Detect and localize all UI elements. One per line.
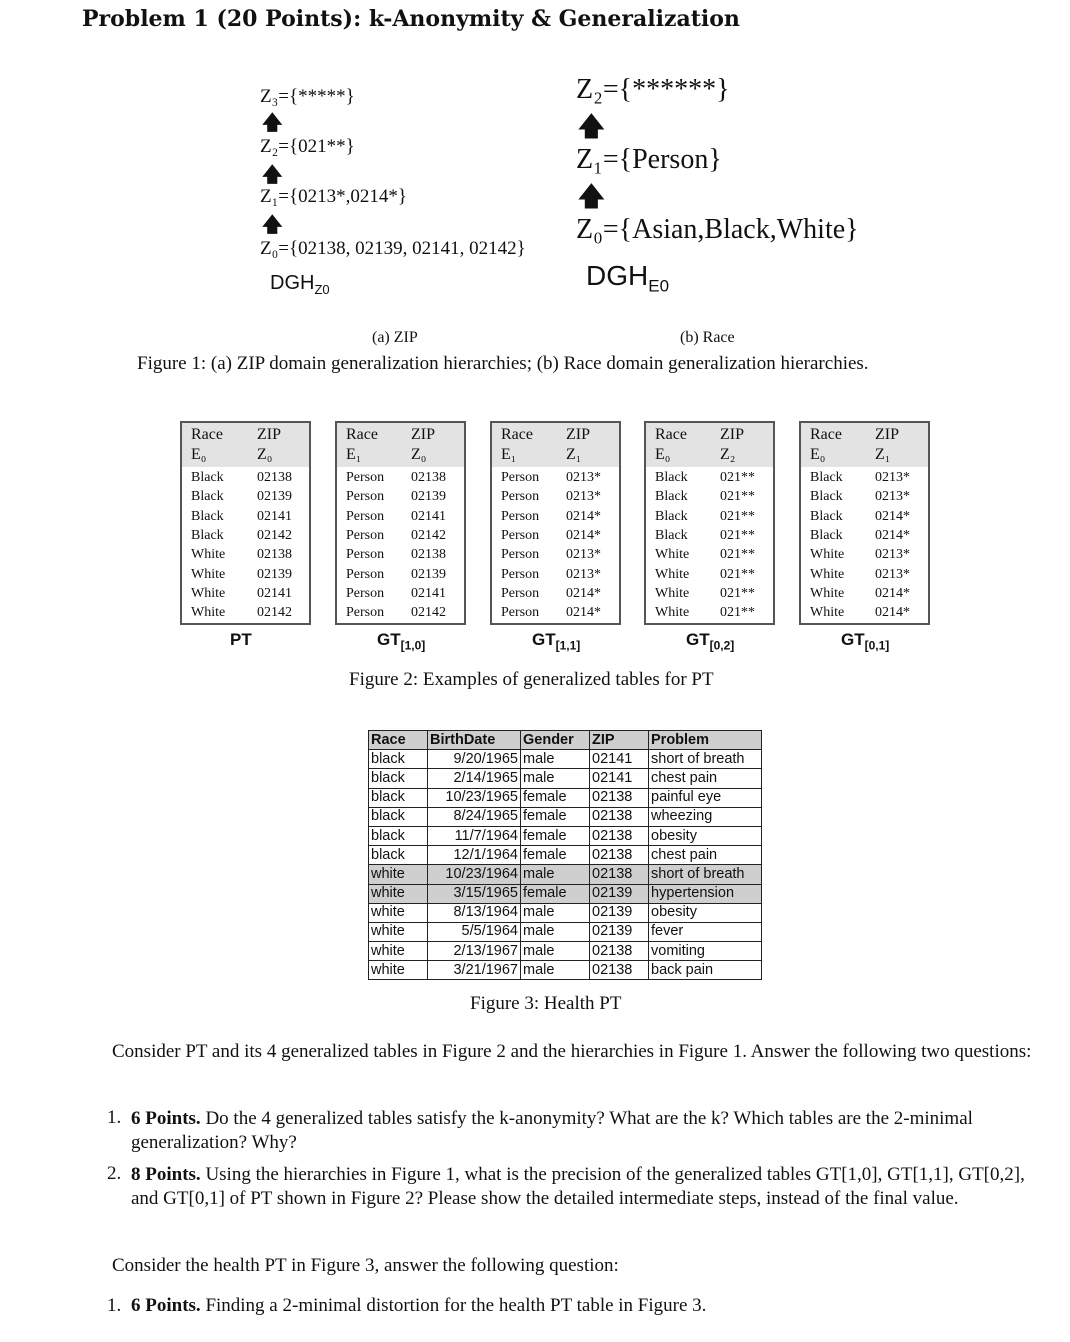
table-cell: 10/23/1964: [428, 865, 521, 884]
table-cell-zip: 02139: [411, 566, 446, 582]
dgh-zip-label: $DGH_{Z0}$: [270, 272, 330, 297]
table-cell: male: [521, 961, 590, 980]
col-domain-zip: Z₂: [720, 446, 736, 463]
table-cell-race: White: [655, 585, 690, 601]
table-cell: 12/1/1964: [428, 846, 521, 865]
table-cell-race: Person: [346, 585, 385, 601]
table-cell-zip: 02142: [257, 527, 292, 543]
health-table: [368, 730, 762, 980]
table-cell: 02138: [590, 846, 649, 865]
table-cell-zip: 021**: [720, 527, 755, 543]
col-domain-race: E₁: [346, 446, 362, 463]
table-cell-zip: 0213*: [875, 547, 910, 563]
table-cell: 02138: [590, 865, 649, 884]
table-cell-race: White: [655, 547, 690, 563]
problem-title: Problem 1 (20 Points): k-Anonymity & Generalization: [82, 6, 740, 32]
gt-table: [335, 421, 466, 625]
gt-table: [799, 421, 930, 625]
table-cell-zip: 02139: [257, 489, 292, 505]
zip-z3: Z₃={*****}: [260, 86, 355, 107]
health-col-header: Problem: [649, 731, 762, 750]
col-domain-zip: Z₁: [566, 446, 582, 463]
table-cell-zip: 021**: [720, 547, 755, 563]
table-cell-zip: 0213*: [875, 489, 910, 505]
table-cell-race: Person: [346, 605, 385, 621]
gt-table-label: $GT_{[1,0]}$: [377, 630, 426, 653]
table-cell-zip: 0213*: [875, 566, 910, 582]
col-header-zip: ZIP: [411, 426, 435, 443]
table-cell-race: White: [810, 547, 845, 563]
table-cell-race: White: [810, 605, 845, 621]
table-cell: 02138: [590, 807, 649, 826]
table-cell: wheezing: [649, 807, 762, 826]
table-cell-zip: 021**: [720, 585, 755, 601]
table-cell-zip: 0214*: [875, 605, 910, 621]
q1-number: 1.: [107, 1107, 122, 1128]
table-cell-zip: 0214*: [566, 605, 601, 621]
table-row: [369, 788, 762, 807]
table-cell: male: [521, 942, 590, 961]
table-cell-zip: 02141: [411, 585, 446, 601]
fig3-caption: Figure 3: Health PT: [470, 993, 622, 1014]
q3-number: 1.: [107, 1295, 122, 1316]
table-cell: female: [521, 884, 590, 903]
table-cell-race: White: [655, 566, 690, 582]
table-cell-race: Black: [655, 470, 688, 485]
table-cell: 02139: [590, 884, 649, 903]
table-cell-race: Person: [501, 527, 540, 543]
zip-z0: Z₀={02138, 02139, 02141, 02142}: [260, 238, 526, 259]
table-cell: 02138: [590, 826, 649, 845]
table-cell-zip: 02138: [411, 470, 446, 485]
table-cell-race: Person: [501, 585, 540, 601]
fig1-subcaption-a: (a) ZIP: [372, 329, 418, 346]
up-arrow-icon: 🡅: [578, 182, 605, 212]
table-cell: 10/23/1965: [428, 788, 521, 807]
table-cell: male: [521, 769, 590, 788]
col-header-zip: ZIP: [257, 426, 281, 443]
gt-table-label: $GT_{[1,1]}$: [532, 630, 581, 653]
table-row: [369, 884, 762, 903]
table-cell: painful eye: [649, 788, 762, 807]
col-domain-zip: Z₀: [257, 446, 273, 463]
table-cell-zip: 0213*: [566, 566, 601, 582]
table-cell-race: Person: [346, 470, 385, 485]
table-cell: white: [369, 865, 428, 884]
col-domain-race: E₀: [655, 446, 671, 463]
table-cell-zip: 0213*: [875, 470, 910, 485]
table-cell: 02138: [590, 961, 649, 980]
table-cell: obesity: [649, 826, 762, 845]
table-cell: 02141: [590, 769, 649, 788]
table-cell-zip: 02142: [411, 527, 446, 543]
health-intro: Consider the health PT in Figure 3, answer the following question:: [112, 1255, 619, 1276]
table-cell: 8/13/1964: [428, 903, 521, 922]
table-cell: 9/20/1965: [428, 750, 521, 769]
table-cell-race: Person: [346, 547, 385, 563]
col-header-race: Race: [655, 426, 687, 443]
table-cell-race: Person: [501, 547, 540, 563]
table-cell-zip: 021**: [720, 470, 755, 485]
intro-paragraph: Consider PT and its 4 generalized tables in Figure 2 and the hierarchies in Figure 1. Answer the following two questions:: [112, 1041, 1032, 1062]
table-cell: 02138: [590, 788, 649, 807]
gt-table-label: PT: [230, 630, 252, 649]
col-domain-race: E₀: [810, 446, 826, 463]
table-cell: 2/13/1967: [428, 942, 521, 961]
q2-text: 8 Points. Using the hierarchies in Figure 1, what is the precision of the generalized tables GT[1,0], GT[1,1], GT[0,2], and GT[0,1] of PT shown in Figure 2? Please show the detailed intermediate steps, instead of the final value.: [131, 1164, 1025, 1209]
table-cell-zip: 0214*: [875, 585, 910, 601]
table-cell-zip: 0214*: [566, 508, 601, 524]
table-cell-zip: 0214*: [875, 508, 910, 524]
table-cell-race: Person: [501, 508, 540, 524]
table-cell-race: Black: [191, 470, 224, 485]
table-cell: black: [369, 769, 428, 788]
col-header-race: Race: [501, 426, 533, 443]
gt-table-label: $GT_{[0,1]}$: [841, 630, 890, 653]
table-row: [369, 807, 762, 826]
table-cell: short of breath: [649, 865, 762, 884]
col-domain-race: E₁: [501, 446, 517, 463]
col-domain-zip: Z₁: [875, 446, 891, 463]
table-cell-zip: 02138: [411, 547, 446, 563]
table-cell: white: [369, 884, 428, 903]
table-cell: hypertension: [649, 884, 762, 903]
table-cell: white: [369, 942, 428, 961]
table-cell-race: White: [191, 547, 226, 563]
table-cell-race: Black: [810, 470, 843, 485]
table-row: [369, 942, 762, 961]
table-cell-race: Black: [655, 489, 688, 505]
table-cell: chest pain: [649, 769, 762, 788]
dgh-race-label: $DGH_{E0}$: [586, 260, 670, 296]
table-cell-zip: 021**: [720, 566, 755, 582]
table-cell-zip: 0213*: [566, 489, 601, 505]
table-cell-zip: 02138: [257, 547, 292, 563]
fig1-subcaption-b: (b) Race: [680, 329, 735, 346]
col-header-zip: ZIP: [875, 426, 899, 443]
table-cell: female: [521, 846, 590, 865]
q3-text: 6 Points. Finding a 2-minimal distortion for the health PT table in Figure 3.: [131, 1295, 707, 1316]
table-cell: 3/15/1965: [428, 884, 521, 903]
gt-table: [644, 421, 775, 625]
table-cell: black: [369, 826, 428, 845]
table-cell: black: [369, 846, 428, 865]
race-z0: Z₀={Asian,Black,White}: [576, 214, 859, 245]
table-cell: 11/7/1964: [428, 826, 521, 845]
table-cell: 5/5/1964: [428, 922, 521, 941]
table-cell-race: White: [191, 566, 226, 582]
table-cell-race: White: [810, 566, 845, 582]
table-cell: 02139: [590, 922, 649, 941]
table-cell-zip: 0214*: [875, 527, 910, 543]
table-cell-zip: 0213*: [566, 470, 601, 485]
table-row: [369, 922, 762, 941]
table-cell: male: [521, 750, 590, 769]
table-cell-race: Black: [191, 508, 224, 524]
table-cell-zip: 02141: [257, 508, 292, 524]
table-cell: female: [521, 807, 590, 826]
table-cell: 3/21/1967: [428, 961, 521, 980]
table-cell-zip: 02142: [411, 605, 446, 621]
health-col-header: Gender: [521, 731, 590, 750]
q2-number: 2.: [107, 1163, 122, 1184]
table-cell: white: [369, 903, 428, 922]
table-cell-zip: 02142: [257, 605, 292, 621]
table-cell-zip: 02139: [257, 566, 292, 582]
table-cell-race: Black: [191, 527, 224, 543]
table-cell-race: Person: [501, 470, 540, 485]
table-cell: black: [369, 750, 428, 769]
table-cell-race: White: [810, 585, 845, 601]
up-arrow-icon: 🡅: [262, 110, 283, 134]
table-cell-zip: 02141: [257, 585, 292, 601]
race-z2: Z₂={******}: [576, 74, 730, 105]
table-cell: 02141: [590, 750, 649, 769]
table-cell-race: Person: [346, 566, 385, 582]
table-cell: black: [369, 788, 428, 807]
table-cell: obesity: [649, 903, 762, 922]
table-cell-zip: 021**: [720, 489, 755, 505]
table-cell-race: White: [655, 605, 690, 621]
table-cell: fever: [649, 922, 762, 941]
up-arrow-icon: 🡅: [262, 162, 283, 186]
table-cell-race: Black: [655, 527, 688, 543]
table-cell: male: [521, 865, 590, 884]
zip-z2: Z₂={021**}: [260, 136, 355, 157]
table-row: [369, 826, 762, 845]
table-cell-race: Black: [810, 508, 843, 524]
q1-text: 6 Points. Do the 4 generalized tables satisfy the k-anonymity? What are the k? Which tables are the 2-minimal generalization? Why?: [131, 1108, 973, 1153]
col-domain-race: E₀: [191, 446, 207, 463]
table-cell: white: [369, 961, 428, 980]
table-cell: short of breath: [649, 750, 762, 769]
health-col-header: Race: [369, 731, 428, 750]
up-arrow-icon: 🡅: [262, 212, 283, 236]
table-cell-race: Person: [501, 605, 540, 621]
col-domain-zip: Z₀: [411, 446, 427, 463]
table-cell: 02138: [590, 942, 649, 961]
table-cell: 02139: [590, 903, 649, 922]
table-row: [369, 865, 762, 884]
table-cell-race: Person: [346, 508, 385, 524]
fig1-caption: Figure 1: (a) ZIP domain generalization hierarchies; (b) Race domain generalization hierarchies.: [137, 353, 869, 374]
table-cell-race: White: [191, 585, 226, 601]
table-cell: female: [521, 788, 590, 807]
col-header-race: Race: [810, 426, 842, 443]
table-cell-zip: 02138: [257, 470, 292, 485]
col-header-zip: ZIP: [566, 426, 590, 443]
table-cell-zip: 0213*: [566, 547, 601, 563]
table-cell-race: Person: [501, 566, 540, 582]
table-cell-race: Black: [810, 489, 843, 505]
table-cell-race: Person: [346, 527, 385, 543]
table-cell: male: [521, 922, 590, 941]
zip-z1: Z₁={0213*,0214*}: [260, 186, 407, 207]
col-header-race: Race: [191, 426, 223, 443]
gt-table-label: $GT_{[0,2]}$: [686, 630, 735, 653]
table-cell: back pain: [649, 961, 762, 980]
table-cell-zip: 02141: [411, 508, 446, 524]
col-header-zip: ZIP: [720, 426, 744, 443]
table-cell: chest pain: [649, 846, 762, 865]
table-row: [369, 769, 762, 788]
table-cell: vomiting: [649, 942, 762, 961]
table-cell: female: [521, 826, 590, 845]
table-row: [369, 846, 762, 865]
table-cell-race: White: [191, 605, 226, 621]
table-cell-race: Person: [501, 489, 540, 505]
table-cell: black: [369, 807, 428, 826]
table-cell-zip: 021**: [720, 508, 755, 524]
health-col-header: BirthDate: [428, 731, 521, 750]
table-cell-zip: 02139: [411, 489, 446, 505]
table-cell: male: [521, 903, 590, 922]
gt-table: [180, 421, 311, 625]
table-cell-zip: 0214*: [566, 585, 601, 601]
up-arrow-icon: 🡅: [578, 112, 605, 142]
table-row: [369, 961, 762, 980]
table-cell-race: Black: [191, 489, 224, 505]
race-z1: Z₁={Person}: [576, 144, 722, 175]
fig2-caption: Figure 2: Examples of generalized tables for PT: [349, 669, 714, 690]
table-cell: 8/24/1965: [428, 807, 521, 826]
table-cell-race: Person: [346, 489, 385, 505]
table-cell-race: Black: [810, 527, 843, 543]
table-row: [369, 750, 762, 769]
table-cell-zip: 0214*: [566, 527, 601, 543]
table-cell: 2/14/1965: [428, 769, 521, 788]
table-cell: white: [369, 922, 428, 941]
col-header-race: Race: [346, 426, 378, 443]
health-col-header: ZIP: [590, 731, 649, 750]
gt-table: [490, 421, 621, 625]
table-cell-race: Black: [655, 508, 688, 524]
table-row: [369, 903, 762, 922]
table-cell-zip: 021**: [720, 605, 755, 621]
